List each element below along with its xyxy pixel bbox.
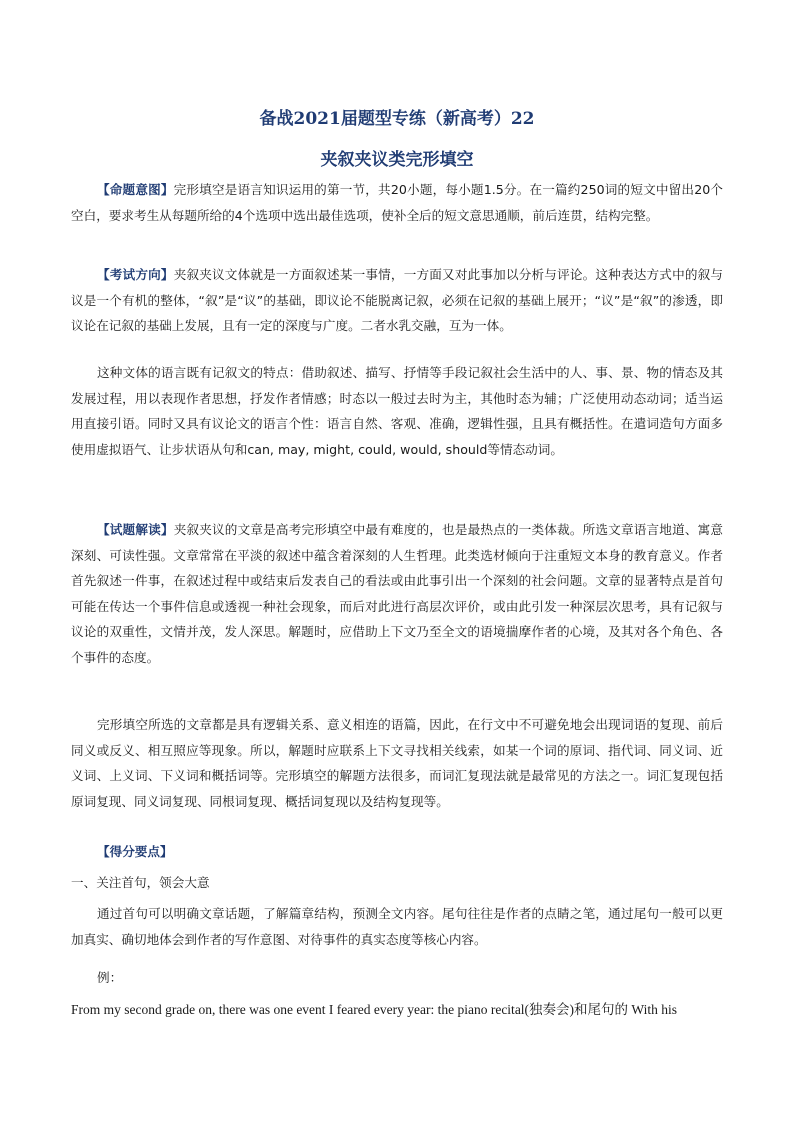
intent-paragraph [71, 177, 723, 228]
point1-heading [71, 870, 723, 896]
direction-text: 夹叙夹议文体就是一方面叙述某一事情，一方面又对此事加以分析与评论。这种表达方式中的叙与议是一个有机的整体，“叙”是“议”的基础，即议论不能脱离记叙，必须在记叙的基础上展开；“议”是“叙”的渗透，即议论在记叙的基础上发展，且有一定的深度与广度。二者水乳交融，互为一体。 [71, 267, 724, 333]
point1-text: 通过首句可以明确文章话题，了解篇章结构，预测全文内容。尾句往往是作者的点睛之笔，通过尾句一般可以更加真实、确切地体会到作者的写作意图、对待事件的真实态度等核心内容。 [71, 906, 723, 947]
points-label: 【得分要点】 [97, 844, 173, 859]
direction-paragraph [71, 262, 723, 339]
intent-text: 完形填空是语言知识运用的第一节，共20小题，每小题1.5分。在一篇约250词的短文中留出20个空白，要求考生从每题所给的4个选项中选出最佳选项，使补全后的短文意思通顺，前后连贯，结构完整。 [71, 182, 723, 223]
cloze-paragraph [71, 712, 723, 814]
point1-heading-text: 一、关注首句，领会大意 [71, 875, 210, 890]
analysis-paragraph [71, 517, 723, 670]
example-label: 例： [97, 970, 123, 985]
intent-label: 【命题意图】 [97, 182, 174, 197]
direction-label: 【考试方向】 [97, 267, 174, 282]
example-text: From my second grade on, there was one event I feared every year: the piano recital(独奏会)和尾句的 With his [71, 1002, 678, 1017]
example-label-paragraph [71, 965, 723, 991]
example-paragraph [71, 997, 723, 1023]
point1-paragraph [71, 901, 723, 952]
analysis-text: 夹叙夹议的文章是高考完形填空中最有难度的，也是最热点的一类体裁。所选文章语言地道、寓意深刻、可读性强。文章常常在平淡的叙述中蕴含着深刻的人生哲理。此类选材倾向于注重短文本身的教育意义。作者首先叙述一件事，在叙述过程中或结束后发表自己的看法或由此事引出一个深刻的社会问题。文章的显著特点是首句可能在传达一个事件信息或透视一种社会现象，而后对此进行高层次评价，或由此引发一种深层次思考，具有记叙与议论的双重性，文情并茂，发人深思。解题时，应借助上下文乃至全文的语境揣摩作者的心境，及其对各个角色、各个事件的态度。 [71, 522, 724, 665]
document-title: 备战2021届题型专练（新高考）22 [259, 109, 535, 129]
cloze-text: 完形填空所选的文章都是具有逻辑关系、意义相连的语篇，因此，在行文中不可避免地会出现词语的复现、前后同义或反义、相互照应等现象。所以，解题时应联系上下文寻找相关线索，如某一个词的原词、指代词、同义词、近义词、上义词、下义词和概括词等。完形填空的解题方法很多，而词汇复现法就是最常见的方法之一。词汇复现包括原词复现、同义词复现、同根词复现、概括词复现以及结构复现等。 [71, 717, 723, 809]
analysis-label: 【试题解读】 [97, 522, 174, 537]
points-paragraph [71, 839, 723, 865]
language-paragraph [71, 360, 723, 462]
language-text: 这种文体的语言既有记叙文的特点：借助叙述、描写、抒情等手段记叙社会生活中的人、事、景、物的情态及其发展过程，用以表现作者思想，抒发作者情感；时态以一般过去时为主，其他时态为辅；广泛使用动态动词；适当运用直接引语。同时又具有议论文的语言个性：语言自然、客观、准确，逻辑性强，且具有概括性。在遣词造句方面多使用虚拟语气、让步状语从句和can, may, might, could, would, should等情态动词。 [71, 365, 723, 457]
document-subtitle: 夹叙夹议类完形填空 [320, 150, 474, 170]
